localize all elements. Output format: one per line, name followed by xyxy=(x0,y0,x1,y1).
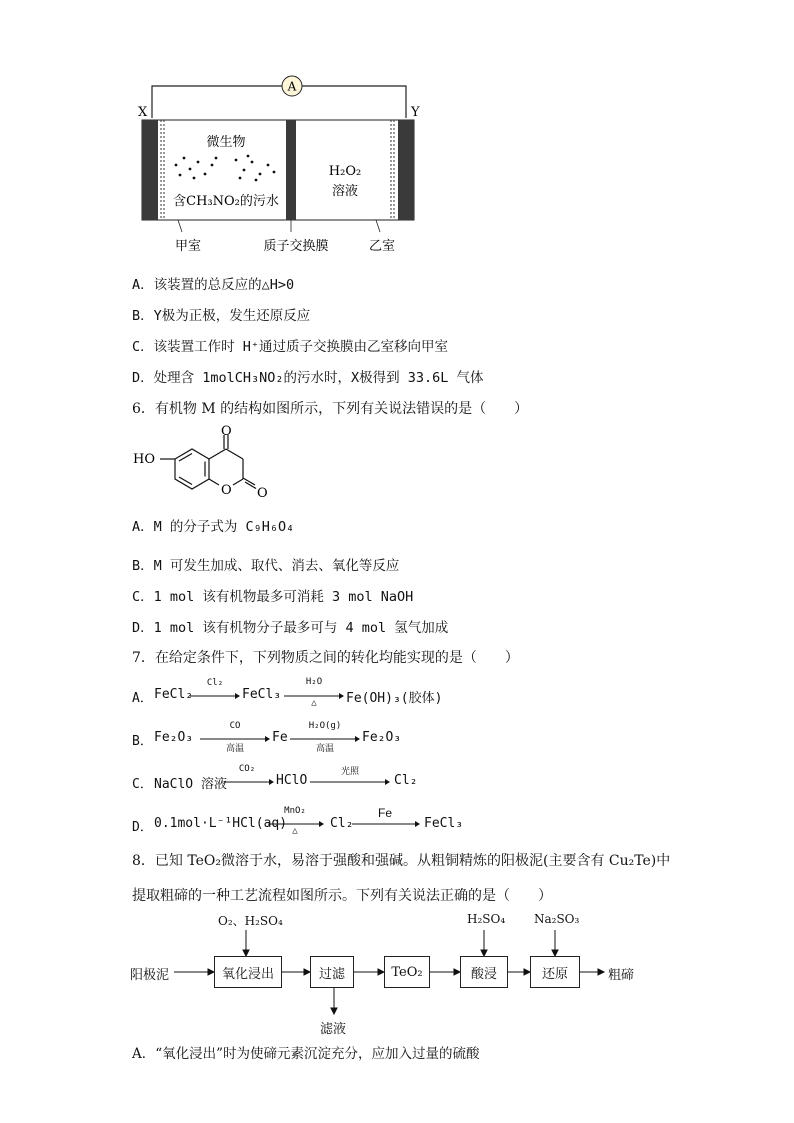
left-chamber-microbe-label: 微生物 xyxy=(206,135,246,150)
electrode-x-label: X xyxy=(138,105,148,120)
q7b-cond1-bot: 高温 xyxy=(225,744,244,754)
q5-option-d[interactable]: D．处理含 1molCH₃NO₂的污水时，X极得到 33.6L 气体 xyxy=(132,370,484,386)
q7c-s2: HClO xyxy=(276,773,308,788)
molecule-m-structure xyxy=(130,425,280,510)
q7a-s2: FeCl₃ xyxy=(242,687,282,702)
q7a-s1: FeCl₂ xyxy=(154,687,194,702)
arrow-icon xyxy=(310,778,390,786)
right-chamber-solution: 溶液 xyxy=(331,184,359,199)
q8-option-a[interactable]: A．“氧化浸出”时为使碲元素沉淀充分，应加入过量的硫酸 xyxy=(132,1046,480,1062)
flow-step1-reagent: O₂、H₂SO₄ xyxy=(218,914,283,928)
flow-end: 粗碲 xyxy=(608,968,635,983)
structure-ho: HO xyxy=(133,452,155,467)
flow-start: 阳极泥 xyxy=(130,968,170,983)
q7b-s1: Fe₂O₃ xyxy=(154,730,194,745)
q7d-s2: Cl₂ xyxy=(330,816,354,831)
q8-stem-line1: 8．已知 TeO₂微溶于水，易溶于强酸和强碱。从粗铜精炼的阳极泥(主要含有 Cu₂Te)中 xyxy=(132,853,671,869)
q7a-cond2-bot: △ xyxy=(311,698,317,708)
q8-stem-line2: 提取粗碲的一种工艺流程如图所示。下列有关说法正确的是（ ） xyxy=(132,888,552,904)
proton-exchange-membrane xyxy=(286,120,296,220)
left-chamber-solution-label: 含CH₃NO₂的污水 xyxy=(173,194,279,209)
q7c-label: C． xyxy=(132,777,153,792)
q7a-label: A． xyxy=(132,691,153,706)
flow-step2-box: 过滤 xyxy=(310,956,354,988)
q7b-s3: Fe₂O₃ xyxy=(362,730,402,745)
q7-option-c[interactable] xyxy=(132,765,552,795)
q7a-cond1: Cl₂ xyxy=(206,678,224,688)
ammeter-label: A xyxy=(287,79,297,94)
electrode-y xyxy=(398,120,414,220)
right-chamber-formula: H₂O₂ xyxy=(328,164,362,179)
electrode-x xyxy=(142,120,158,220)
q7d-cond2: Fe xyxy=(377,806,392,820)
flow-step5-box: 还原 xyxy=(530,956,580,988)
flow-step3-box: TeO₂ xyxy=(384,956,430,988)
flow-step1-box: 氧化浸出 xyxy=(214,956,282,988)
q5-option-a[interactable]: A．该装置的总反应的△H>0 xyxy=(132,277,295,293)
flow-step4-box: 酸浸 xyxy=(460,956,508,988)
q7b-s2: Fe xyxy=(272,730,288,745)
label-membrane: 质子交换膜 xyxy=(263,239,329,254)
q7a-cond2-top: H₂O xyxy=(305,677,323,687)
q7-option-a[interactable] xyxy=(132,678,552,708)
arrow-icon xyxy=(352,820,420,828)
q5-option-c[interactable]: C．该装置工作时 H⁺通过质子交换膜由乙室移向甲室 xyxy=(132,339,449,355)
q7d-cond1-top: MnO₂ xyxy=(284,806,306,816)
flow-step4-reagent: H₂SO₄ xyxy=(467,912,506,926)
q7b-cond2-top: H₂O(g) xyxy=(308,721,342,731)
q7b-cond2-bot: 高温 xyxy=(315,744,334,754)
q7-stem: 7．在给定条件下，下列物质之间的转化均能实现的是（ ） xyxy=(132,650,519,666)
structure-o-ring: O xyxy=(221,483,232,498)
q6-option-d[interactable]: D．1 mol 该有机物分子最多可与 4 mol 氢气加成 xyxy=(132,620,449,636)
electrolytic-cell-diagram xyxy=(130,70,430,260)
q7-option-b[interactable] xyxy=(132,722,552,752)
q7b-label: B． xyxy=(132,734,153,749)
q7c-s1: NaClO 溶液 xyxy=(154,777,227,792)
q6-option-b[interactable]: B．M 可发生加成、取代、消去、氧化等反应 xyxy=(132,558,400,574)
label-yishi: 乙室 xyxy=(368,239,396,254)
label-jiashi: 甲室 xyxy=(174,239,202,254)
q8-process-flowchart xyxy=(130,910,670,1040)
arrow-icon xyxy=(224,778,274,786)
q7d-label: D． xyxy=(132,820,153,835)
arrow-icon xyxy=(190,692,240,700)
q6-option-c[interactable]: C．1 mol 该有机物最多可消耗 3 mol NaOH xyxy=(132,589,414,605)
q5-option-b[interactable]: B．Y极为正极，发生还原反应 xyxy=(132,308,311,324)
q7-option-d[interactable] xyxy=(132,808,552,838)
q7d-s3: FeCl₃ xyxy=(424,816,464,831)
q7c-cond1: CO₂ xyxy=(238,764,256,774)
q7c-s3: Cl₂ xyxy=(394,773,418,788)
q6-option-a[interactable]: A．M 的分子式为 C₉H₆O₄ xyxy=(132,519,295,535)
q7a-s3: Fe(OH)₃(胶体) xyxy=(346,691,443,706)
flow-step5-reagent: Na₂SO₃ xyxy=(534,912,580,926)
flow-filtrate: 滤液 xyxy=(320,1022,347,1037)
q7b-cond1-top: CO xyxy=(229,721,241,731)
structure-o-top: O xyxy=(221,425,232,439)
q7d-cond1-bot: △ xyxy=(292,826,298,836)
structure-o-right: O xyxy=(257,486,268,501)
q6-stem: 6．有机物 M 的结构如图所示，下列有关说法错误的是（ ） xyxy=(132,401,529,417)
electrode-y-label: Y xyxy=(411,105,420,120)
q7c-cond2: 光照 xyxy=(340,767,359,777)
q7d-s1: 0.1mol·L⁻¹HCl(aq) xyxy=(154,816,288,831)
